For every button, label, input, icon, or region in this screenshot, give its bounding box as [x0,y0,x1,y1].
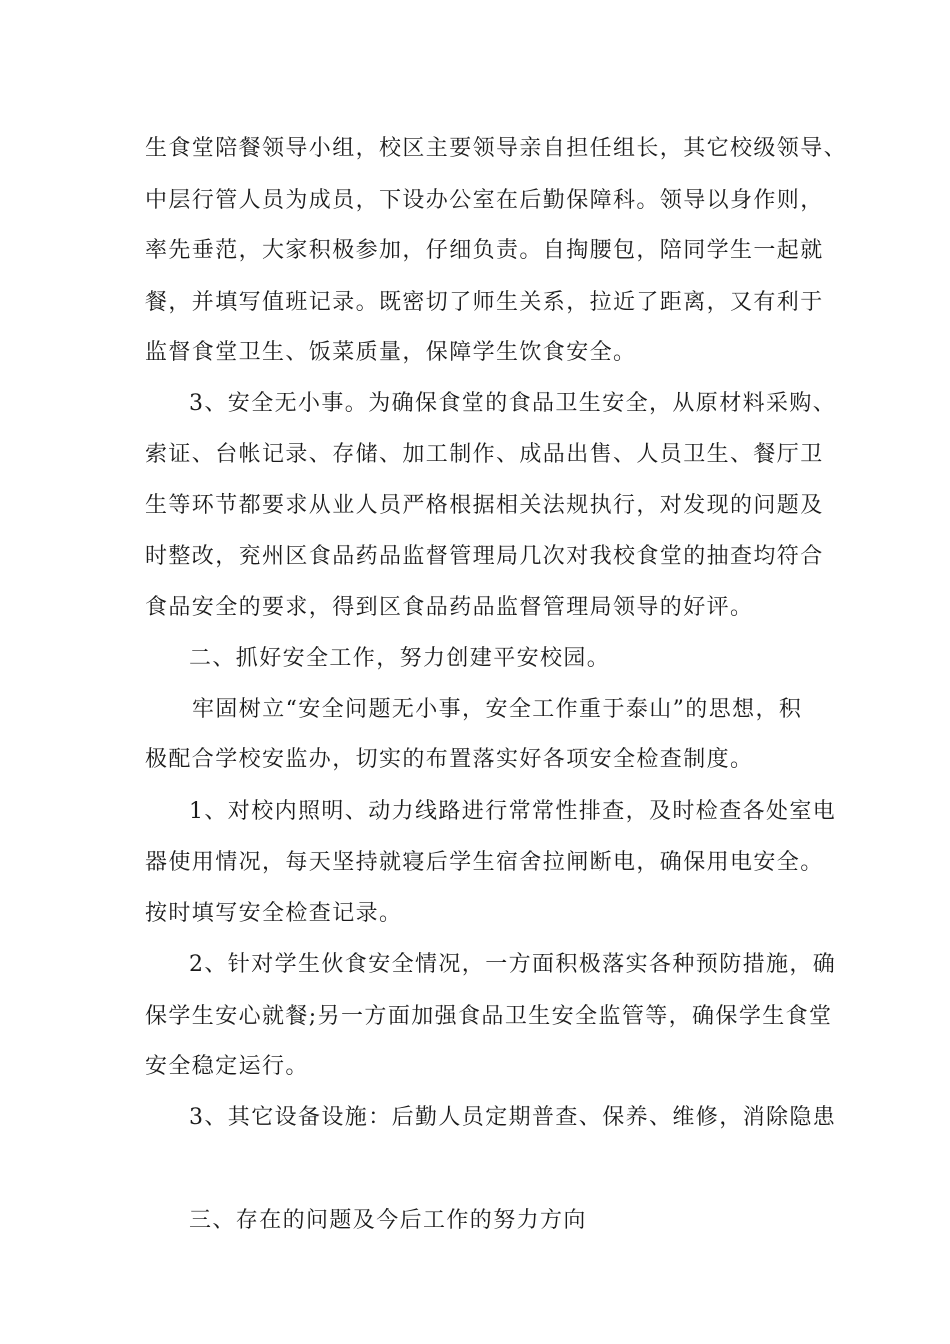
paragraph-line: 时整改，兖州区食品药品监督管理局几次对我校食堂的抽查均符合 [145,544,824,569]
paragraph-line: 率先垂范，大家积极参加，仔细负责。自掏腰包，陪同学生一起就 [145,238,824,263]
paragraph-line: 3、安全无小事。为确保食堂的食品卫生安全，从原材料采购、 [189,391,837,416]
paragraph-line: 餐，并填写值班记录。既密切了师生关系，拉近了距离，又有利于 [145,290,824,315]
section-heading: 三、存在的问题及今后工作的努力方向 [189,1208,587,1233]
paragraph-line: 安全稳定运行。 [145,1054,309,1079]
paragraph-line: 牢固树立“安全问题无小事，安全工作重于泰山”的思想，积 [192,697,803,722]
paragraph-line: 保学生安心就餐;另一方面加强食品卫生安全监管等，确保学生食堂 [145,1004,833,1029]
paragraph-line: 生等环节都要求从业人员严格根据相关法规执行，对发现的问题及 [145,493,824,518]
paragraph-line: 极配合学校安监办，切实的布置落实好各项安全检查制度。 [145,747,754,772]
paragraph-line: 1、对校内照明、动力线路进行常常性排查，及时检查各处室电 [189,799,837,824]
paragraph-line: 中层行管人员为成员，下设办公室在后勤保障科。领导以身作则， [145,188,824,213]
paragraph-line: 按时填写安全检查记录。 [145,901,403,926]
paragraph-line: 2、针对学生伙食安全情况，一方面积极落实各种预防措施，确 [189,952,837,977]
paragraph-line: 监督食堂卫生、饭菜质量，保障学生饮食安全。 [145,340,637,365]
paragraph-line: 3、其它设备设施：后勤人员定期普查、保养、维修，消除隐患 [189,1105,837,1130]
paragraph-line: 生食堂陪餐领导小组，校区主要领导亲自担任组长，其它校级领导、 [145,136,848,161]
paragraph-line: 索证、台帐记录、存储、加工制作、成品出售、人员卫生、餐厅卫 [145,442,824,467]
paragraph-line: 器使用情况，每天坚持就寝后学生宿舍拉闸断电，确保用电安全。 [145,850,824,875]
paragraph-line: 食品安全的要求，得到区食品药品监督管理局领导的好评。 [145,595,754,620]
section-heading: 二、抓好安全工作，努力创建平安校园。 [189,646,611,671]
